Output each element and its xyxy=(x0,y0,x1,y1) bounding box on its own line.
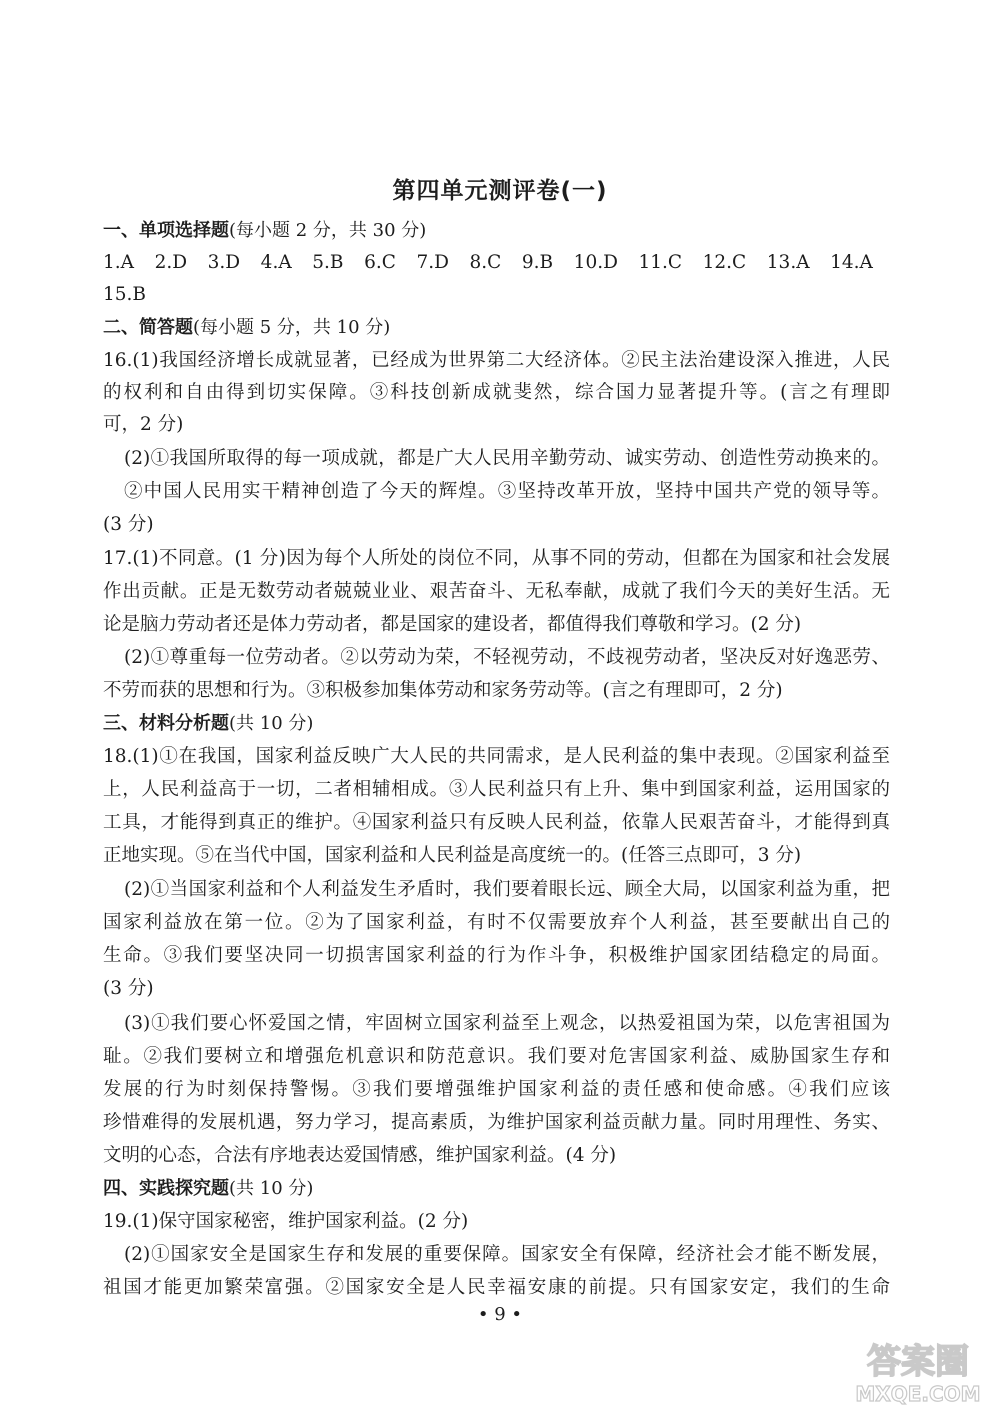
mc-answer: 5.B xyxy=(312,252,344,273)
mc-answer-last: 15.B xyxy=(103,284,147,305)
mc-answer: 13.A xyxy=(766,252,810,273)
answer-line: (3 分) xyxy=(103,978,154,999)
page-title: 第四单元测评卷(一) xyxy=(392,178,608,204)
answer-line: (3)①我们要心怀爱国之情，牢固树立国家利益至上观念，以热爱祖国为荣，以危害祖国为 xyxy=(124,1013,890,1034)
page-number: • 9 • xyxy=(477,1304,523,1325)
answer-line: (2)①当国家利益和个人利益发生矛盾时，我们要着眼长远、顾全大局，以国家利益为重，把 xyxy=(124,879,890,900)
answer-line: (2)①尊重每一位劳动者。②以劳动为荣，不轻视劳动，不歧视劳动者，坚决反对好逸恶劳、 xyxy=(124,647,890,668)
watermark-logo xyxy=(848,1333,988,1407)
mc-answer: 6.C xyxy=(364,252,396,273)
mc-answer: 14.A xyxy=(830,252,873,273)
watermark-main-text: 答案圈 xyxy=(867,1342,969,1382)
mc-answer: 7.D xyxy=(416,252,449,273)
answer-line: 论是脑力劳动者还是体力劳动者，都是国家的建设者，都值得我们尊敬和学习。(2 分) xyxy=(103,614,802,635)
answer-line: 可，2 分) xyxy=(103,414,184,435)
answer-line: 上，人民利益高于一切，二者相辅相成。③人民利益只有上升、集中到国家利益，运用国家的 xyxy=(103,779,890,800)
mc-answer: 11.C xyxy=(638,252,683,273)
mc-answer: 10.D xyxy=(573,252,618,273)
answer-line: (2)①国家安全是国家生存和发展的重要保障。国家安全有保障，经济社会才能不断发展， xyxy=(124,1244,890,1265)
answer-line: 工具，才能得到真正的维护。④国家利益只有反映人民利益，依靠人民艰苦奋斗，才能得到真 xyxy=(103,812,890,833)
answer-line: 作出贡献。正是无数劳动者兢兢业业、艰苦奋斗、无私奉献，成就了我们今天的美好生活。无 xyxy=(103,581,890,602)
mc-answer: 3.D xyxy=(207,252,241,273)
mc-answer-row xyxy=(103,251,873,275)
answer-line: 19.(1)保守国家秘密，维护国家利益。(2 分) xyxy=(103,1211,469,1232)
answer-line: 祖国才能更加繁荣富强。②国家安全是人民幸福安康的前提。只有国家安定，我们的生命 xyxy=(103,1277,890,1298)
answer-line: 文明的心态，合法有序地表达爱国情感，维护国家利益。(4 分) xyxy=(103,1145,617,1166)
section-heading-4: 四、实践探究题(共 10 分) xyxy=(103,1178,314,1199)
answer-line: 的权利和自由得到切实保障。③科技创新成就斐然，综合国力显著提升等。(言之有理即 xyxy=(103,382,890,403)
mc-answer: 12.C xyxy=(702,252,747,273)
watermark-sub-text: MXQE.COM xyxy=(855,1382,981,1406)
answer-line: 不劳而获的思想和行为。③积极参加集体劳动和家务劳动等。(言之有理即可，2 分) xyxy=(103,680,783,701)
section-heading-3: 三、材料分析题(共 10 分) xyxy=(103,713,314,734)
answer-line: ②中国人民用实干精神创造了今天的辉煌。③坚持改革开放，坚持中国共产党的领导等。 xyxy=(124,481,890,502)
answer-line: 16.(1)我国经济增长成就显著，已经成为世界第二大经济体。②民主法治建设深入推进，人民 xyxy=(103,350,890,371)
answer-line: 正地实现。⑤在当代中国，国家利益和人民利益是高度统一的。(任答三点即可，3 分) xyxy=(103,845,802,866)
mc-answer: 4.A xyxy=(260,252,292,273)
answer-line: 18.(1)①在我国，国家利益反映广大人民的共同需求，是人民利益的集中表现。②国家利益至 xyxy=(103,746,890,767)
mc-answer: 9.B xyxy=(521,252,554,273)
answer-line: 国家利益放在第一位。②为了国家利益，有时不仅需要放弃个人利益，甚至要献出自己的 xyxy=(103,912,890,933)
answer-line: (2)①我国所取得的每一项成就，都是广大人民用辛勤劳动、诚实劳动、创造性劳动换来的。 xyxy=(124,448,890,469)
answer-line: 17.(1)不同意。(1 分)因为每个人所处的岗位不同，从事不同的劳动，但都在为国家和社会发展 xyxy=(103,548,890,569)
answer-line: 珍惜难得的发展机遇，努力学习，提高素质，为维护国家利益贡献力量。同时用理性、务实、 xyxy=(103,1112,890,1133)
section-heading-2: 二、简答题(每小题 5 分，共 10 分) xyxy=(103,317,391,338)
answer-line: (3 分) xyxy=(103,514,154,535)
section-heading-1: 一、单项选择题(每小题 2 分，共 30 分) xyxy=(103,220,427,241)
mc-answer: 1.A xyxy=(103,252,135,273)
answer-line: 生命。③我们要坚决同一切损害国家利益的行为作斗争，积极维护国家团结稳定的局面。 xyxy=(103,945,890,966)
mc-answer: 2.D xyxy=(154,252,188,273)
mc-answer: 8.C xyxy=(469,252,502,273)
answer-line: 发展的行为时刻保持警惕。③我们要增强维护国家利益的责任感和使命感。④我们应该 xyxy=(103,1079,890,1100)
answer-line: 耻。②我们要树立和增强危机意识和防范意识。我们要对危害国家利益、威胁国家生存和 xyxy=(103,1046,890,1067)
